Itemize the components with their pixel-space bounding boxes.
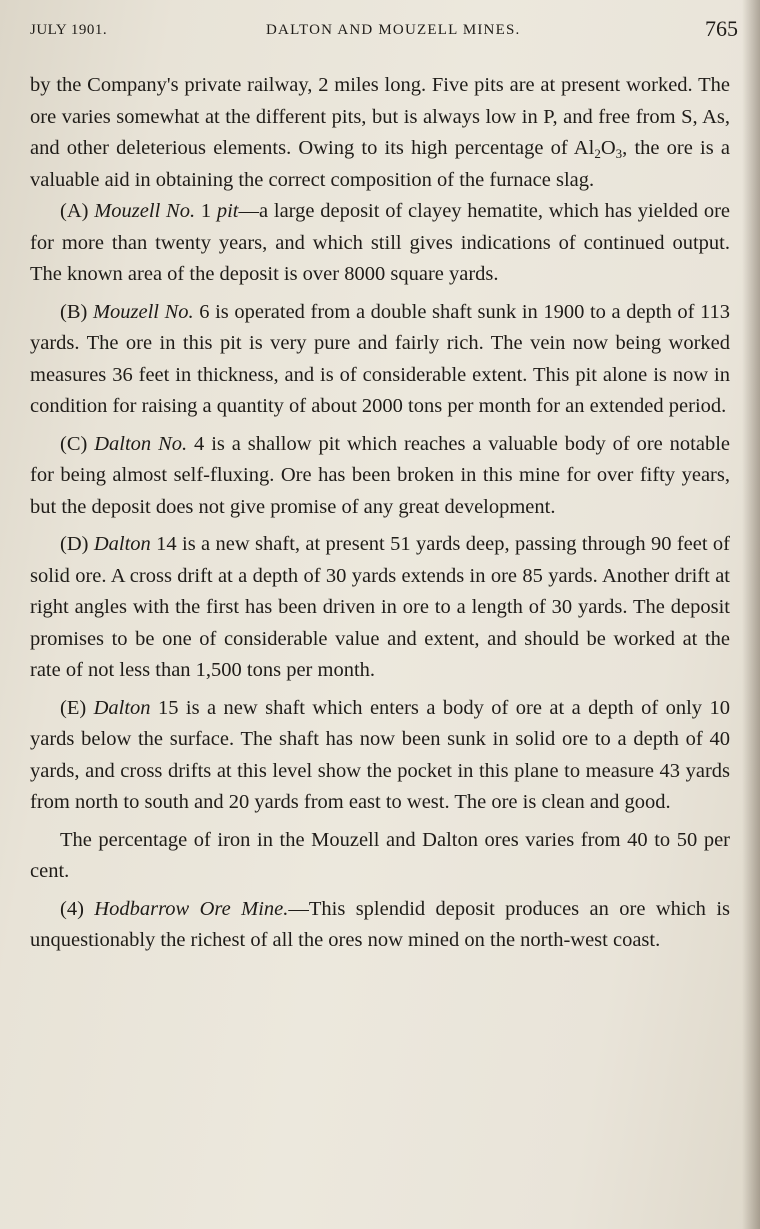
subscript-2: 2 <box>594 146 601 161</box>
paragraph-b: (B) Mouzell No. 6 is operated from a double shaft sunk in 1900 to a depth of 113 yards. The ore in this pit is very pure and fairly rich. The vein now being worked measures 36 feet in thickness, and is of considerable extent. This pit alone is now in condition for raising a quantity of about 2000 tons per month for an extended period. <box>30 300 731 417</box>
page-body <box>30 70 730 957</box>
header-date: JULY 1901. <box>30 22 108 38</box>
intro-paragraph: by the Company's private railway, 2 miles long. Five pits are at present worked. The ore varies somewhat at the different pits, but is always low in P, and free from S, As, and other deleterious elements. Owing to its high percentage of $Al_2O_3$, the ore is a valuable aid in obtaining the correct composition of the furnace slag. <box>30 74 730 191</box>
page-number: 765 <box>705 16 738 41</box>
paragraph-4: (4) Hodbarrow Ore Mine.—This splendid deposit produces an ore which is unquestionably the richest of all the ores now mined on the north-west coast. <box>30 897 730 951</box>
paragraph-e: (E) Dalton 15 is a new shaft which enters a body of ore at a depth of only 10 yards below the surface. The shaft has now been sunk in solid ore to a depth of 40 yards, and cross drifts at this level show the pocket in this plane to measure 43 yards from north to south and 20 yards from east to west. The ore is clean and good. <box>30 696 730 813</box>
paragraph-d: (D) Dalton 14 is a new shaft, at present 51 yards deep, passing through 90 feet of solid ore. A cross drift at a depth of 30 yards extends in ore 85 yards. Another drift at right angles with the first has been driven in ore to a length of 30 yards. The deposit promises to be one of considerable value and extent, and should be worked at the rate of not less than 1,500 tons per month. <box>30 533 730 681</box>
header-title: DALTON AND MOUZELL MINES. <box>266 22 521 38</box>
running-header <box>30 14 738 48</box>
page-edge-shadow <box>742 0 760 1229</box>
subscript-3: 3 <box>615 146 623 161</box>
paragraph-percentage: The percentage of iron in the Mouzell and Dalton ores varies from 40 to 50 per cent. <box>30 828 730 882</box>
paragraph-a: (A) Mouzell No. 1 pit—a large deposit of clayey hematite, which has yielded ore for more than twenty years, and which still gives indications of continued output. The known area of the deposit is over 8000 square yards. <box>30 200 730 285</box>
paragraph-c: (C) Dalton No. 4 is a shallow pit which reaches a valuable body of ore notable for being almost self-fluxing. Ore has been broken in this mine for over fifty years, but the deposit does not give promise of any great development. <box>30 432 730 518</box>
